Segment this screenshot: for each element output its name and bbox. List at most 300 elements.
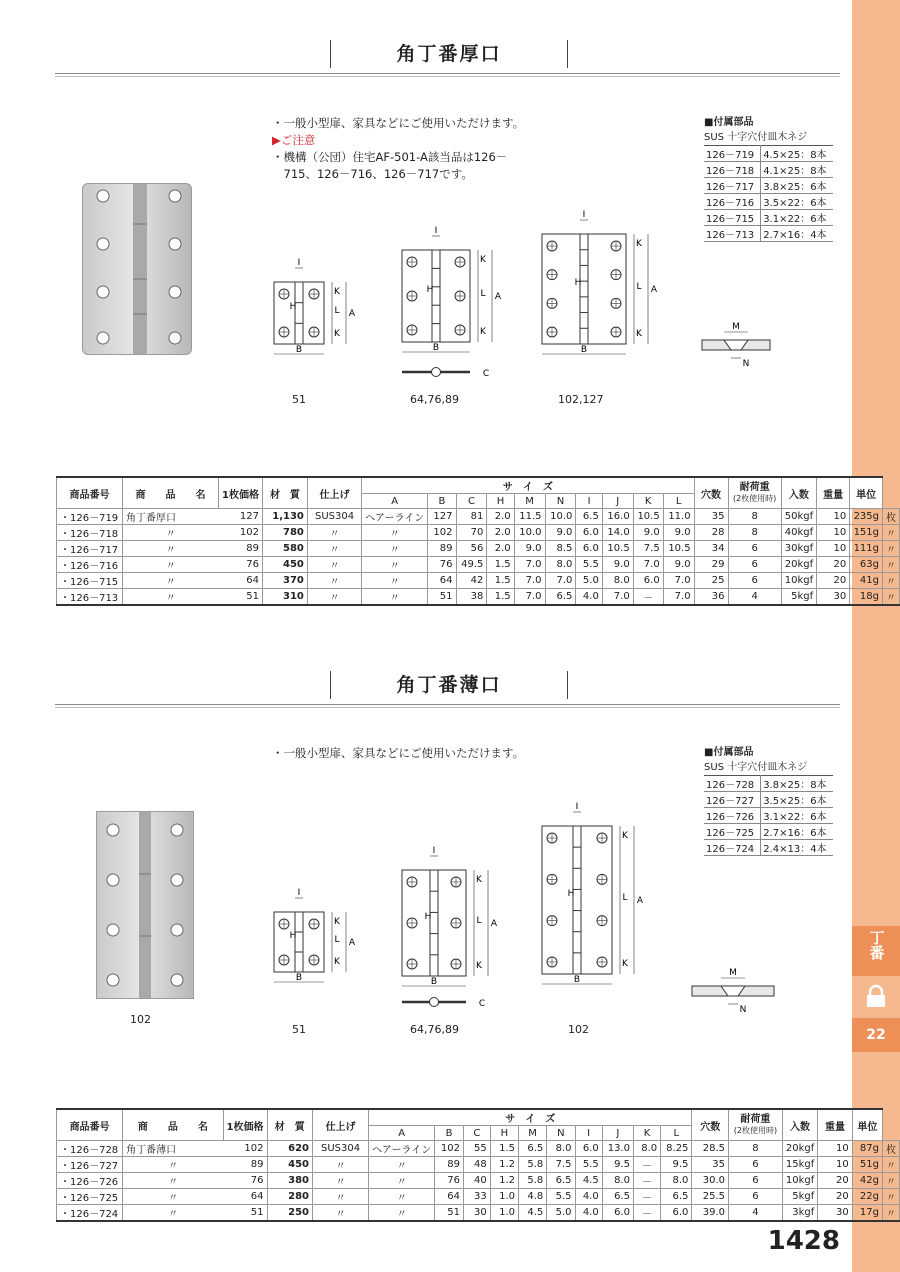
dimension-label: A [494,292,502,302]
dimension-label: A [348,938,356,948]
column-header: 重量 [818,1109,852,1141]
table-cell: 〃 [313,1205,369,1222]
table-cell: 8.0 [602,573,633,589]
dimension-header: A [369,1126,435,1141]
table-cell: 450 [267,1157,313,1173]
table-cell: 6.5 [661,1189,692,1205]
table-cell: 6 [728,1189,782,1205]
dimension-label: L [334,306,340,316]
table-cell: 〃 [883,1189,900,1205]
parts-title: ■付属部品 [704,117,754,128]
table-cell: 5.5 [547,1189,575,1205]
table-cell: 5kgf [782,1189,817,1205]
table-cell: 9.0 [663,557,694,573]
table-cell: 10 [817,509,850,525]
dimension-label: N [742,359,750,368]
column-header: 商 品 名 [122,477,218,509]
table-cell: 6.0 [576,541,602,557]
parts-code: 126－715 [704,210,761,226]
feature-text: ・一般小型扉、家具などにご使用いただけます。 [272,116,525,130]
parts-spec: 2.4×13：4本 [761,840,833,856]
drawing-caption: 51 [292,393,306,406]
parts-box-thin [704,743,833,856]
table-cell: 8.5 [545,541,576,557]
dimension-label: M [729,968,737,978]
table-cell: 17g [852,1205,882,1222]
parts-code: 126－727 [704,792,761,808]
table-cell: 8.0 [545,557,576,573]
table-cell: 580 [263,541,308,557]
table-cell: 7.0 [602,589,633,606]
table-cell: 9.0 [514,541,545,557]
parts-spec: 3.5×22：6本 [761,194,833,210]
load-subheader: (2枚使用時) [732,494,777,503]
table-cell: 〃 [123,1189,223,1205]
parts-row [704,824,833,840]
parts-spec: 3.1×22：6本 [761,808,833,824]
dimension-label: K [334,917,340,927]
feature-list-thick [272,115,524,183]
table-cell: 42 [456,573,487,589]
table-cell: 56 [456,541,487,557]
table-cell: 51g [852,1157,882,1173]
lock-icon [862,984,890,1008]
dimension-label: A [490,919,498,929]
dimension-label: L [622,893,628,903]
table-cell: 14.0 [602,525,633,541]
table-cell: 250 [267,1205,313,1222]
table-cell: 6.0 [576,525,602,541]
table-cell: 枚 [883,1141,900,1157]
table-cell: 127 [428,509,456,525]
table-cell: 81 [456,509,487,525]
dimension-header: K [633,494,663,509]
dimension-label: I [297,258,301,268]
dimension-label: H [426,285,434,295]
load-subheader: (2枚使用時) [733,1126,778,1135]
screw-countersink-drawing [696,316,776,368]
table-cell: 7.5 [547,1157,575,1173]
table-cell: 450 [263,557,308,573]
table-cell: 8 [728,1141,782,1157]
table-cell: 6.0 [602,1205,633,1222]
table-cell: 〃 [122,573,218,589]
table-cell: 63g [850,557,883,573]
table-cell: 10kgf [781,573,816,589]
table-cell: 780 [263,525,308,541]
table-cell: ・126－716 [57,557,123,573]
dimension-label: H [424,912,432,922]
parts-code: 126－728 [704,776,761,792]
dimension-header: C [456,494,487,509]
column-header: 仕上げ [313,1109,369,1141]
parts-spec: 2.7×16：4本 [761,226,833,242]
table-cell: ・126－718 [57,525,123,541]
table-cell: 127 [219,509,263,525]
parts-code: 126－716 [704,194,761,210]
parts-spec: 3.1×22：6本 [761,210,833,226]
dimension-label: B [295,345,303,355]
load-header: 耐荷重 [740,1114,771,1125]
table-cell: 10.5 [633,509,663,525]
dimension-header: M [514,494,545,509]
table-cell: 5.8 [518,1173,546,1189]
dimension-label: I [434,226,438,236]
table-cell: 4.0 [575,1189,602,1205]
dimension-label: K [476,875,482,885]
dimension-label: L [636,282,642,292]
table-row [57,1157,900,1173]
dimension-header: L [663,494,694,509]
table-row [57,1205,900,1222]
table-cell: 3kgf [782,1205,817,1222]
table-cell: 〃 [122,525,218,541]
table-cell: 1.2 [490,1173,518,1189]
table-cell: － [633,1189,660,1205]
table-cell: ・126－713 [57,589,123,606]
table-cell: 5.5 [575,1157,602,1173]
table-row [57,541,900,557]
table-cell: 8.0 [661,1173,692,1189]
feature-list-thin [272,745,524,762]
table-cell: 6 [728,1157,782,1173]
table-cell: 76 [223,1173,267,1189]
table-cell: 20 [817,573,850,589]
hinge-knuckle [295,912,303,972]
table-cell: 〃 [122,557,218,573]
table-cell: － [633,589,663,606]
table-cell: 10 [817,541,850,557]
table-cell: ヘアーライン [362,509,428,525]
dimension-header: A [362,494,428,509]
table-cell: 6 [728,557,781,573]
dimension-label: K [476,961,482,971]
parts-code: 126－717 [704,178,761,194]
drawing-caption: 51 [292,1023,306,1036]
page-tab[interactable] [852,1018,900,1052]
parts-code: 126－725 [704,824,761,840]
table-cell: 64 [223,1189,267,1205]
dimension-label: I [297,888,301,898]
table-cell: 7.0 [545,573,576,589]
parts-row [704,162,833,178]
dimension-header: J [602,494,633,509]
dimension-label: C [482,369,490,379]
dimension-label: A [348,309,356,319]
table-cell: 4.0 [576,589,602,606]
column-header [728,477,781,509]
table-cell: 〃 [123,1205,223,1222]
table-row [57,509,900,525]
divider [55,704,840,708]
parts-subtitle: SUS 十字穴付皿木ネジ [704,132,808,143]
table-cell: 41g [850,573,883,589]
table-cell: 8.0 [633,1141,660,1157]
parts-row [704,178,833,194]
hinge-dimension-drawings-thick [260,210,680,380]
table-cell: 1.5 [487,573,514,589]
table-cell: 40kgf [781,525,816,541]
table-cell: 7.0 [514,589,545,606]
table-cell: 9.5 [661,1157,692,1173]
column-header: 入数 [781,477,816,509]
table-cell: － [633,1157,660,1173]
dimension-label: H [567,889,575,899]
table-cell: 10 [818,1157,852,1173]
table-cell: 2.0 [487,541,514,557]
table-cell: 〃 [313,1157,369,1173]
table-cell: 8.0 [547,1141,575,1157]
table-cell: 9.5 [602,1157,633,1173]
dimension-header: H [490,1126,518,1141]
table-cell: 6 [728,541,781,557]
table-cell: 30 [818,1205,852,1222]
table-cell: 89 [428,541,456,557]
table-cell: 4.8 [518,1189,546,1205]
table-cell: 1,130 [263,509,308,525]
parts-box-thick [704,113,833,242]
table-cell: 280 [267,1189,313,1205]
table-cell: 36 [694,589,728,606]
table-cell: 55 [463,1141,490,1157]
drawing-caption: 102 [568,1023,589,1036]
table-cell: 25 [694,573,728,589]
table-cell: 30 [817,589,850,606]
dimension-label: B [295,973,303,983]
table-cell: 6.5 [545,589,576,606]
table-cell: ・126－728 [57,1141,123,1157]
table-cell: 620 [267,1141,313,1157]
table-row [57,573,900,589]
table-cell: 8 [728,509,781,525]
parts-row [704,776,833,792]
table-cell: 76 [219,557,263,573]
table-cell: 42g [852,1173,882,1189]
hinge-knuckle [432,250,440,342]
table-cell: 34 [694,541,728,557]
dimension-header: I [576,494,602,509]
table-cell: 5.0 [576,573,602,589]
table-cell: 102 [219,525,263,541]
table-cell: ・126－717 [57,541,123,557]
table-cell: 6.5 [602,1189,633,1205]
column-header: 重量 [817,477,850,509]
dimension-label: K [480,327,486,337]
parts-row [704,194,833,210]
table-cell: 20 [817,557,850,573]
table-cell: － [633,1173,660,1189]
table-cell: 22g [852,1189,882,1205]
table-cell: 20 [818,1173,852,1189]
table-cell: 28.5 [692,1141,729,1157]
page-tab-label: 22 [866,1027,886,1043]
table-cell: 1.5 [490,1141,518,1157]
hinge-pin [432,368,441,377]
column-header: 材 質 [267,1109,313,1141]
table-cell: ヘアーライン [369,1141,435,1157]
dimension-label: N [739,1005,747,1015]
table-cell: 29 [694,557,728,573]
parts-code: 126－718 [704,162,761,178]
table-cell: 8 [728,525,781,541]
table-cell: 〃 [122,589,218,606]
category-tab[interactable] [852,926,900,976]
parts-row [704,226,833,242]
table-cell: 〃 [307,573,361,589]
column-header: サ イ ズ [369,1109,692,1126]
table-cell: 9.0 [663,525,694,541]
table-cell: 〃 [883,589,900,606]
table-cell: 〃 [313,1189,369,1205]
dimension-label: L [334,935,340,945]
table-cell: 8.25 [661,1141,692,1157]
table-row [57,525,900,541]
table-cell: 111g [850,541,883,557]
dimension-header: N [547,1126,575,1141]
column-header: 穴数 [694,477,728,509]
column-header: 単位 [852,1109,882,1141]
table-cell: 6.5 [547,1173,575,1189]
table-cell: 25.5 [692,1189,729,1205]
dimension-header: C [463,1126,490,1141]
column-header: 1枚価格 [223,1109,267,1141]
table-cell: 10kgf [782,1173,817,1189]
parts-code: 126－726 [704,808,761,824]
parts-table [704,775,833,856]
table-cell: 50kgf [781,509,816,525]
table-cell: 〃 [369,1157,435,1173]
table-cell: 15kgf [782,1157,817,1173]
table-cell: ・126－719 [57,509,123,525]
parts-subtitle: SUS 十字穴付皿木ネジ [704,762,808,773]
table-cell: 64 [219,573,263,589]
category-label: 丁番 [867,930,886,960]
table-cell: 11.0 [663,509,694,525]
table-cell: ・126－726 [57,1173,123,1189]
table-cell: 〃 [123,1157,223,1173]
dimension-label: B [573,975,581,985]
spec-table-thick [56,476,900,606]
table-cell: 370 [263,573,308,589]
parts-code: 126－713 [704,226,761,242]
parts-spec: 4.1×25：8本 [761,162,833,178]
parts-spec: 3.8×25：6本 [761,178,833,194]
column-header: 単位 [850,477,883,509]
table-cell: 38 [456,589,487,606]
table-cell: 380 [267,1173,313,1189]
dimension-label: L [480,289,486,299]
column-header: 入数 [782,1109,817,1141]
table-cell: 2.0 [487,509,514,525]
table-cell: ・126－724 [57,1205,123,1222]
table-cell: 〃 [369,1205,435,1222]
table-cell: 〃 [307,525,361,541]
table-cell: 20 [818,1189,852,1205]
table-cell: 70 [456,525,487,541]
table-cell: 〃 [362,589,428,606]
table-cell: 151g [850,525,883,541]
table-cell: 10.0 [514,525,545,541]
table-cell: 〃 [362,525,428,541]
section-title-thick: 角丁番厚口 [330,40,568,68]
feature-text: ・一般小型扉、家具などにご使用いただけます。 [272,746,525,760]
drawing-caption: 102,127 [558,393,604,406]
table-row [57,1173,900,1189]
dimension-label: H [289,931,297,941]
table-cell: 30.0 [692,1173,729,1189]
dimension-label: K [334,287,340,297]
divider [55,73,840,77]
dimension-label: I [575,802,579,812]
product-photo-thick [82,183,192,355]
column-header: 商品番号 [57,477,123,509]
column-header: 商 品 名 [123,1109,223,1141]
dimension-label: K [622,959,628,969]
table-cell: 87g [852,1141,882,1157]
table-cell: 64 [435,1189,464,1205]
table-cell: 33 [463,1189,490,1205]
table-cell: 〃 [307,557,361,573]
dimension-label: B [430,977,438,987]
table-cell: 7.0 [663,589,694,606]
table-cell: 8.0 [602,1173,633,1189]
photo-caption: 102 [130,1013,151,1026]
dimension-label: K [334,957,340,967]
table-cell: 16.0 [602,509,633,525]
table-cell: 7.0 [663,573,694,589]
parts-row [704,808,833,824]
table-cell: 5.5 [576,557,602,573]
table-cell: 角丁番薄口 [123,1141,223,1157]
table-cell: ・126－727 [57,1157,123,1173]
table-cell: 枚 [883,509,900,525]
table-cell: 35 [694,509,728,525]
dimension-label: B [580,345,588,355]
table-cell: 28 [694,525,728,541]
table-row [57,589,900,606]
table-cell: 6.5 [518,1141,546,1157]
spec-table-thin [56,1108,900,1222]
dimension-header: M [518,1126,546,1141]
table-cell: 4.5 [575,1173,602,1189]
dimension-label: K [622,831,628,841]
table-cell: 48 [463,1157,490,1173]
parts-row [704,146,833,162]
table-cell: 30 [463,1205,490,1222]
table-cell: 5kgf [781,589,816,606]
dimension-label: H [289,302,297,312]
table-cell: 6 [728,1173,782,1189]
table-cell: 1.0 [490,1189,518,1205]
table-cell: 9.0 [545,525,576,541]
table-cell: 〃 [307,541,361,557]
caution-text: ・機構（公団）住宅AF-501-A該当品は126－ [272,150,508,164]
hinge-dimension-drawings-thin [260,788,680,1018]
dimension-header: B [428,494,456,509]
hinge-knuckle [573,826,581,974]
table-cell: 51 [435,1205,464,1222]
table-cell: 76 [428,557,456,573]
column-header: 材 質 [263,477,308,509]
dimension-label: H [574,278,582,288]
table-cell: 51 [223,1205,267,1222]
dimension-header: K [633,1126,660,1141]
screw-countersink-drawing [686,962,780,1022]
table-cell: 64 [428,573,456,589]
parts-spec: 3.8×25：8本 [761,776,833,792]
table-cell: 7.5 [633,541,663,557]
table-cell: 〃 [369,1189,435,1205]
